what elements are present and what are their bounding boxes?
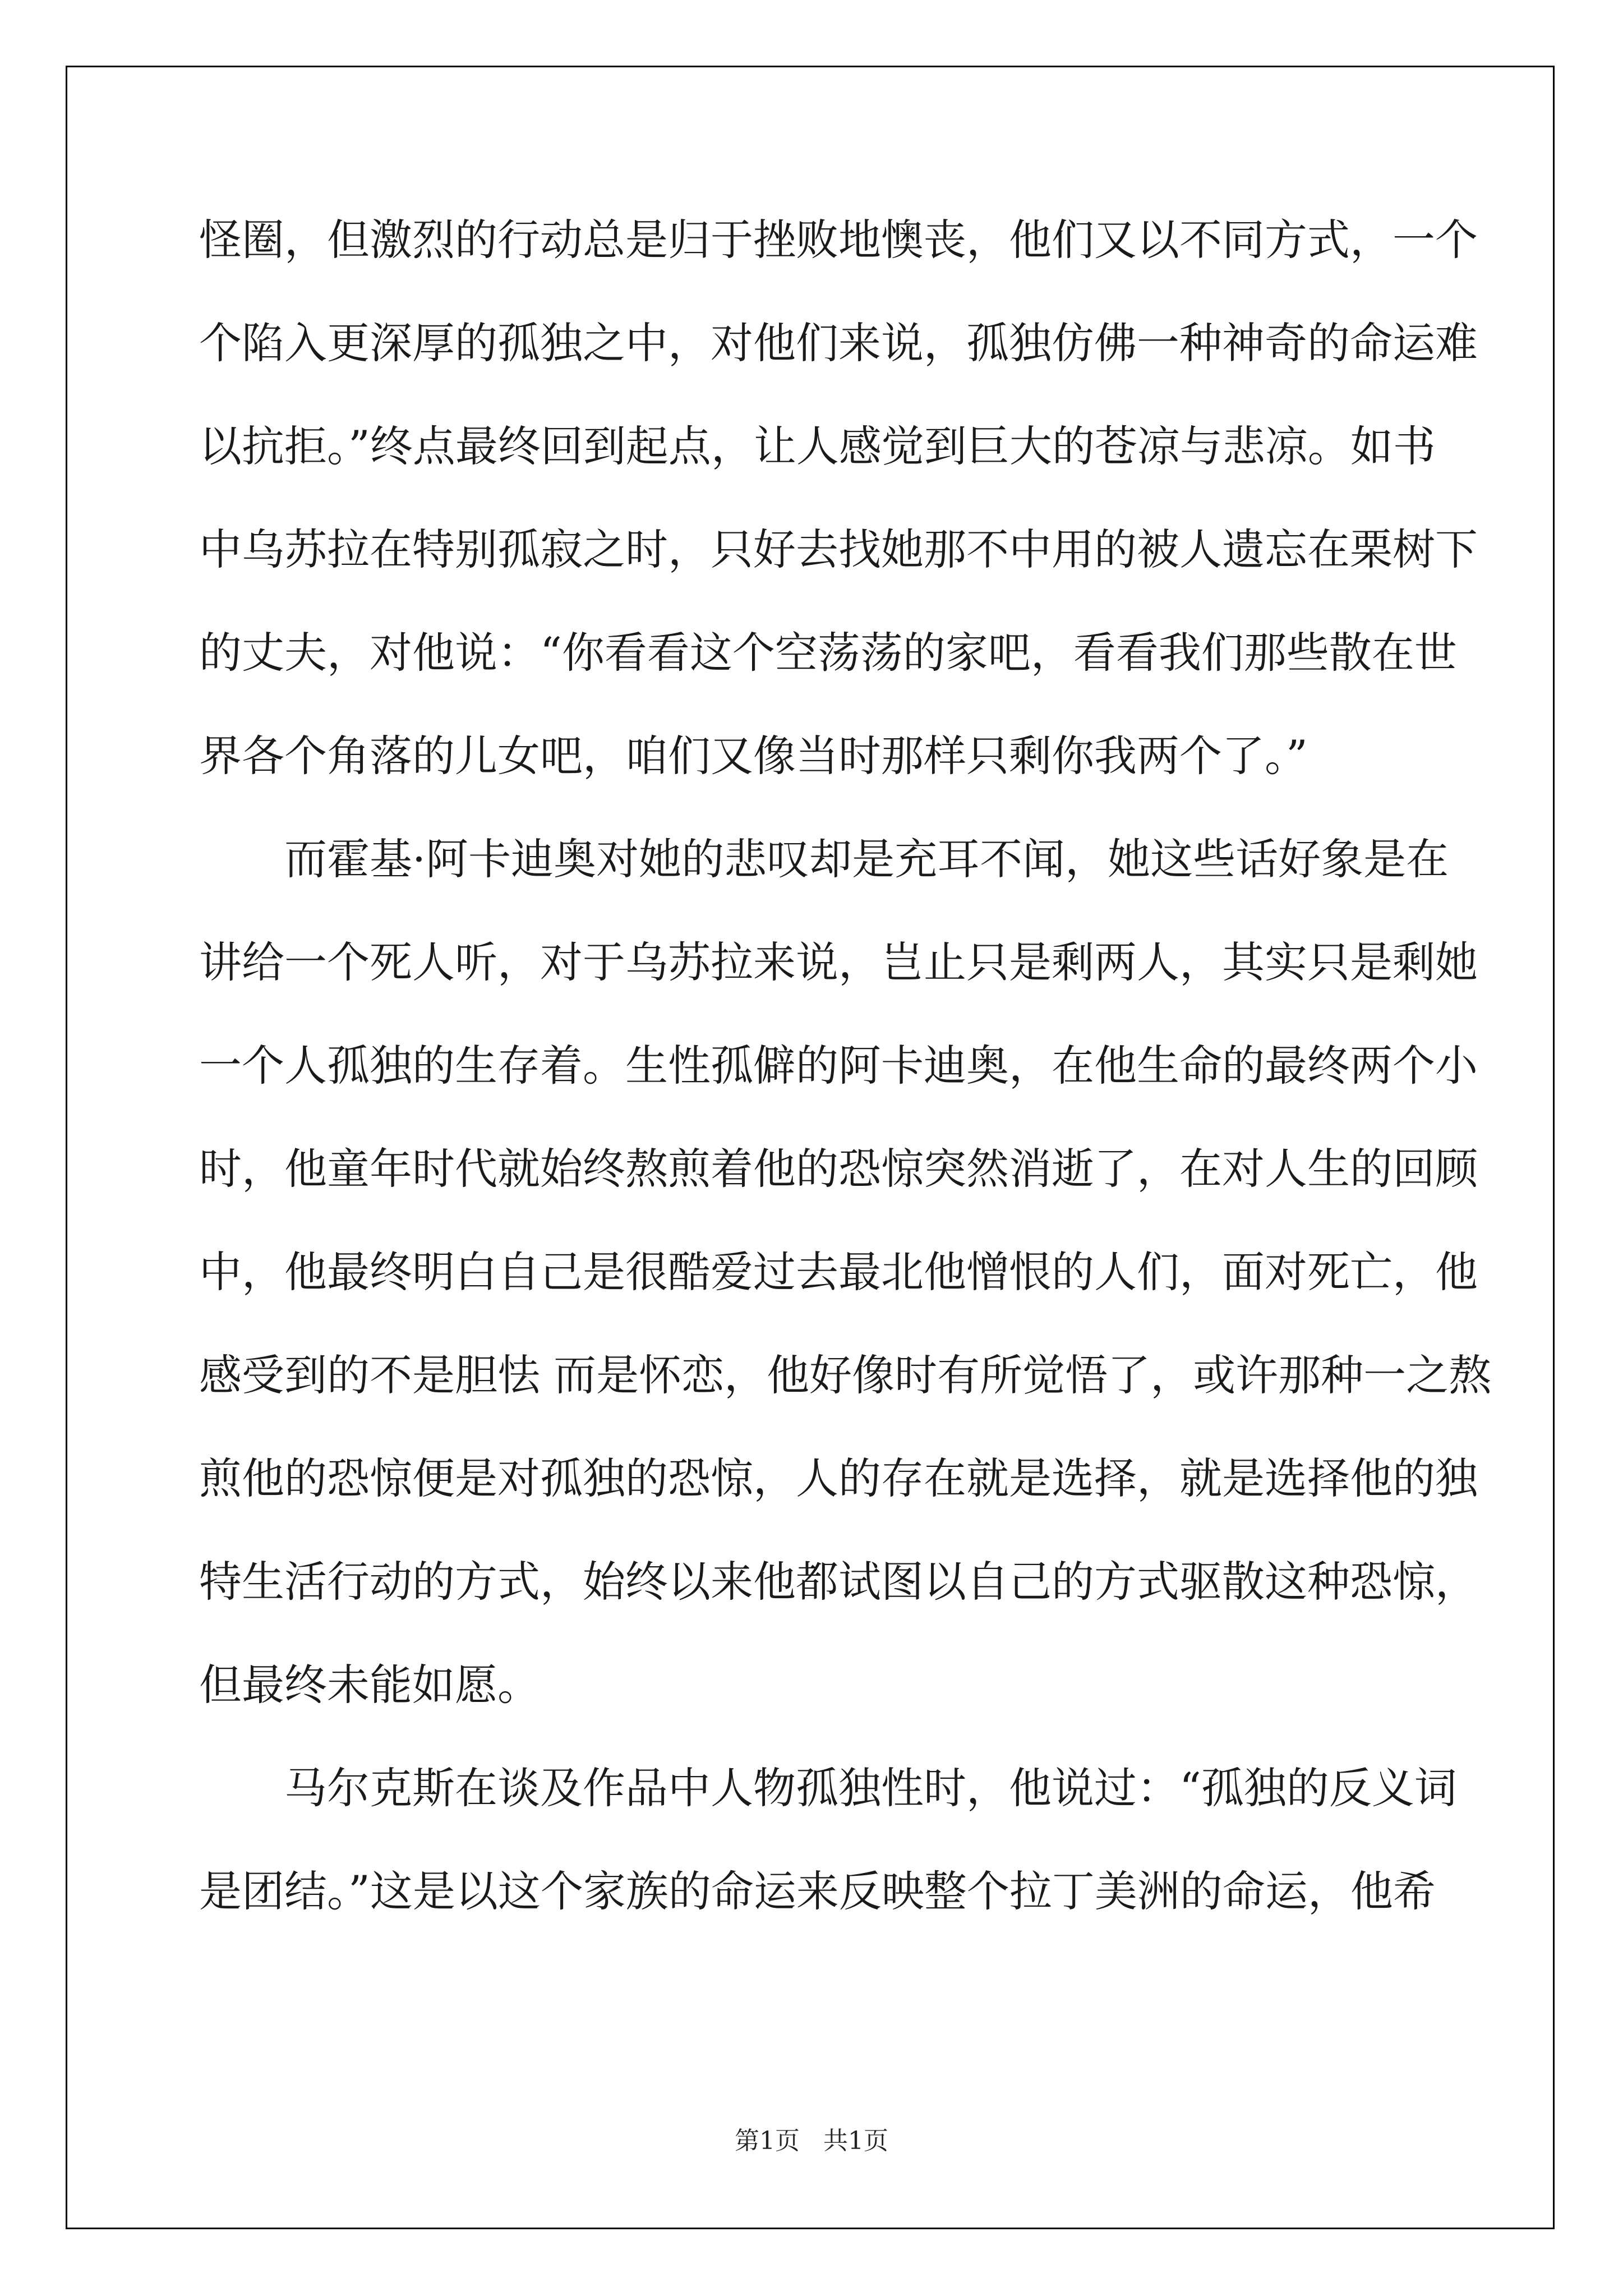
- text-line: 以抗拒。”终点最终回到起点，让人感觉到巨大的苍凉与悲凉。如书: [199, 421, 1436, 471]
- text-line: 煎他的恐惊便是对孤独的恐惊，人的存在就是选择，就是选择他的独: [199, 1453, 1478, 1503]
- text-line: 讲给一个死人听，对于乌苏拉来说，岂止只是剩两人，其实只是剩她: [199, 937, 1478, 987]
- text-line: 马尔克斯在谈及作品中人物孤独性时，他说过：“孤独的反义词: [284, 1763, 1457, 1813]
- text-line: 界各个角落的儿女吧，咱们又像当时那样只剩你我两个了。”: [199, 731, 1308, 781]
- text-line: 特生活行动的方式，始终以来他都试图以自己的方式驱散这种恐惊，: [199, 1557, 1478, 1607]
- text-line: 是团结。”这是以这个家族的命运来反映整个拉丁美洲的命运，他希: [199, 1866, 1436, 1916]
- text-line: 而霍基·阿卡迪奥对她的悲叹却是充耳不闻，她这些话好象是在: [284, 834, 1449, 884]
- text-line: 一个人孤独的生存着。生性孤僻的阿卡迪奥，在他生命的最终两个小: [199, 1041, 1478, 1091]
- text-line: 但最终未能如愿。: [199, 1660, 540, 1710]
- text-line: 怪圈，但激烈的行动总是归于挫败地懊丧，他们又以不同方式，一个: [199, 215, 1478, 265]
- text-line: 的丈夫，对他说：“你看看这个空荡荡的家吧，看看我们那些散在世: [199, 628, 1457, 678]
- text-line: 个陷入更深厚的孤独之中，对他们来说，孤独仿佛一种神奇的命运难: [199, 318, 1478, 368]
- text-line: 中，他最终明白自己是很酷爱过去最北他憎恨的人们，面对死亡，他: [199, 1247, 1478, 1297]
- text-line: 中乌苏拉在特别孤寂之时，只好去找她那不中用的被人遗忘在栗树下: [199, 524, 1478, 574]
- document-body: [199, 212, 1492, 1967]
- text-line: 感受到的不是胆怯 而是怀恋，他好像时有所觉悟了，或许那种一之熬: [199, 1350, 1492, 1400]
- text-line: 时，他童年时代就始终熬煎着他的恐惊突然消逝了，在对人生的回顾: [199, 1144, 1478, 1194]
- page-number-footer: 第1页 共1页: [735, 2127, 888, 2155]
